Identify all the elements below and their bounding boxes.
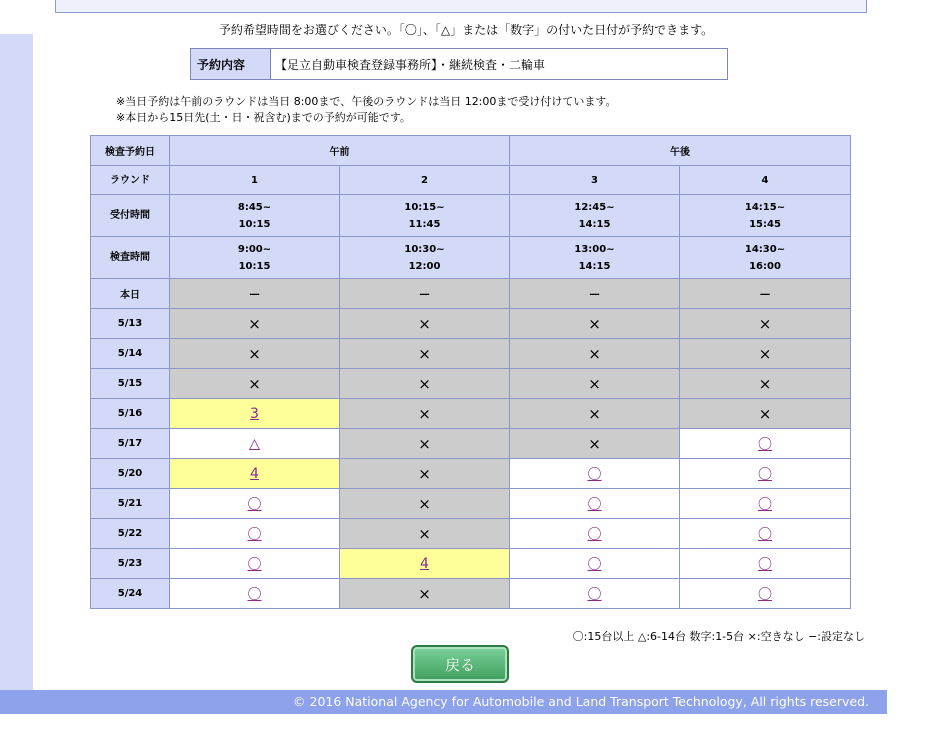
slot-link[interactable]: 〇 xyxy=(247,496,262,513)
slot-cell[interactable] xyxy=(170,489,340,519)
reception-time-label: 受付時間 xyxy=(91,195,170,237)
inspection-time xyxy=(680,237,851,279)
slot-mark: − xyxy=(248,284,261,303)
reception-end: 10:15 xyxy=(238,218,271,230)
am-header: 午前 xyxy=(170,136,510,166)
schedule-row xyxy=(91,279,851,309)
slot-mark: × xyxy=(758,404,772,423)
slot-cell[interactable] xyxy=(510,489,680,519)
slot-link[interactable]: 〇 xyxy=(587,556,602,573)
slot-link[interactable]: 〇 xyxy=(758,586,772,603)
slot-link[interactable]: 4 xyxy=(250,465,259,482)
slot-mark: × xyxy=(418,374,431,393)
note-same-day: ※当日予約は午前のラウンドは当日 8:00まで、午後のラウンドは当日 12:00まで受け付けています。 xyxy=(116,95,617,108)
slot-cell[interactable] xyxy=(170,519,340,549)
slot-mark: × xyxy=(588,344,601,363)
row-date: 5/16 xyxy=(91,399,170,429)
slot-mark: × xyxy=(588,434,601,453)
slot-mark: × xyxy=(418,404,431,423)
slot-cell[interactable] xyxy=(170,579,340,609)
schedule-row xyxy=(91,489,851,519)
slot-mark: − xyxy=(758,284,772,303)
reception-start: 8:45~ xyxy=(237,201,272,213)
round-number: 4 xyxy=(680,166,851,195)
reception-time xyxy=(170,195,340,237)
slot-cell[interactable] xyxy=(510,579,680,609)
slot-mark: × xyxy=(248,374,261,393)
booking-details xyxy=(190,48,728,80)
inspection-time xyxy=(170,237,340,279)
schedule-row xyxy=(91,339,851,369)
row-date: 5/21 xyxy=(91,489,170,519)
slot-mark: − xyxy=(418,284,431,303)
slot-cell[interactable] xyxy=(510,519,680,549)
slot-cell xyxy=(510,309,680,339)
footer-copyright: © 2016 National Agency for Automobile and Land Transport Technology, All rights reserved. xyxy=(0,690,887,714)
slot-cell[interactable] xyxy=(510,459,680,489)
inspection-end: 14:15 xyxy=(578,260,611,272)
row-date: 5/23 xyxy=(91,549,170,579)
slot-link[interactable]: 〇 xyxy=(758,526,772,543)
round-number: 2 xyxy=(340,166,510,195)
slot-link[interactable]: 3 xyxy=(250,405,259,422)
slot-mark: × xyxy=(418,434,431,453)
slot-cell xyxy=(510,279,680,309)
slot-cell xyxy=(340,579,510,609)
legend: 〇:15台以上 △:6-14台 数字:1-5台 ×:空きなし −:設定なし xyxy=(572,630,865,643)
slot-link[interactable]: 〇 xyxy=(587,466,602,483)
slot-mark: × xyxy=(248,344,261,363)
note-range: ※本日から15日先(土・日・祝含む)までの予約が可能です。 xyxy=(116,111,411,124)
slot-cell[interactable] xyxy=(680,519,851,549)
slot-mark: × xyxy=(758,314,772,333)
slot-link[interactable]: 〇 xyxy=(587,586,602,603)
slot-mark: × xyxy=(418,494,431,513)
inspection-start: 14:30~ xyxy=(744,243,786,255)
slot-link[interactable]: 〇 xyxy=(247,526,262,543)
row-date: 5/15 xyxy=(91,369,170,399)
slot-cell xyxy=(340,399,510,429)
slot-mark: − xyxy=(588,284,601,303)
inspection-time xyxy=(340,237,510,279)
inspection-time-label: 検査時間 xyxy=(91,237,170,279)
slot-link[interactable]: 4 xyxy=(420,555,429,572)
slot-cell xyxy=(340,279,510,309)
slot-cell xyxy=(340,489,510,519)
slot-cell xyxy=(340,429,510,459)
row-date: 5/22 xyxy=(91,519,170,549)
inspection-end: 16:00 xyxy=(749,260,781,272)
inspection-end: 10:15 xyxy=(238,260,271,272)
slot-cell xyxy=(340,519,510,549)
slot-mark: × xyxy=(418,314,431,333)
schedule-row xyxy=(91,309,851,339)
slot-mark: × xyxy=(418,584,431,603)
slot-link[interactable]: 〇 xyxy=(587,496,602,513)
instruction-text: 予約希望時間をお選びください。「〇」、「△」または「数字」の付いた日付が予約できます。 xyxy=(218,23,714,37)
schedule-row xyxy=(91,429,851,459)
slot-cell xyxy=(680,399,851,429)
booking-value: 【足立自動車検査登録事務所】・継続検査・二輪車 xyxy=(271,49,727,79)
booking-label: 予約内容 xyxy=(191,49,271,79)
schedule-row xyxy=(91,369,851,399)
reception-time xyxy=(510,195,680,237)
slot-mark: × xyxy=(588,314,601,333)
slot-cell xyxy=(510,339,680,369)
slot-cell xyxy=(680,279,851,309)
back-button[interactable]: 戻る xyxy=(411,645,509,683)
slot-cell xyxy=(510,429,680,459)
notes xyxy=(116,94,617,126)
slot-link[interactable]: 〇 xyxy=(247,556,262,573)
row-date: 5/13 xyxy=(91,309,170,339)
slot-link[interactable]: 〇 xyxy=(587,526,602,543)
slot-link[interactable]: △ xyxy=(249,435,260,452)
reception-end: 15:45 xyxy=(749,218,781,230)
slot-cell[interactable] xyxy=(680,489,851,519)
slot-link[interactable]: 〇 xyxy=(758,496,772,513)
slot-cell[interactable] xyxy=(510,549,680,579)
slot-cell[interactable] xyxy=(680,549,851,579)
slot-link[interactable]: 〇 xyxy=(247,586,262,603)
slot-cell xyxy=(170,309,340,339)
slot-cell xyxy=(510,399,680,429)
schedule-row xyxy=(91,579,851,609)
slot-cell[interactable] xyxy=(680,429,851,459)
schedule-row xyxy=(91,519,851,549)
reception-start: 12:45~ xyxy=(574,201,615,213)
slot-cell xyxy=(170,339,340,369)
round-number: 3 xyxy=(510,166,680,195)
row-date: 5/20 xyxy=(91,459,170,489)
inspection-start: 9:00~ xyxy=(237,243,272,255)
schedule-row xyxy=(91,399,851,429)
reception-start: 14:15~ xyxy=(744,201,786,213)
inspection-time xyxy=(510,237,680,279)
pm-header: 午後 xyxy=(510,136,851,166)
slot-link[interactable]: 〇 xyxy=(758,466,772,483)
reception-end: 14:15 xyxy=(578,218,611,230)
schedule-table xyxy=(90,135,851,609)
slot-mark: × xyxy=(418,344,431,363)
slot-mark: × xyxy=(758,344,772,363)
slot-cell xyxy=(170,369,340,399)
slot-cell xyxy=(510,369,680,399)
slot-cell[interactable] xyxy=(680,459,851,489)
slot-link[interactable]: 〇 xyxy=(758,436,772,453)
slot-cell[interactable] xyxy=(680,579,851,609)
round-number: 1 xyxy=(170,166,340,195)
slot-cell xyxy=(340,309,510,339)
slot-mark: × xyxy=(588,404,601,423)
row-date: 本日 xyxy=(91,279,170,309)
slot-cell xyxy=(680,339,851,369)
row-date: 5/14 xyxy=(91,339,170,369)
slot-mark: × xyxy=(758,374,772,393)
row-date: 5/24 xyxy=(91,579,170,609)
left-sidebar-strip xyxy=(0,0,33,690)
slot-cell xyxy=(680,309,851,339)
slot-cell xyxy=(680,369,851,399)
slot-mark: × xyxy=(418,464,431,483)
top-panel xyxy=(55,0,867,13)
reception-start: 10:15~ xyxy=(404,201,445,213)
reception-time xyxy=(680,195,851,237)
inspection-start: 10:30~ xyxy=(404,243,445,255)
slot-cell[interactable] xyxy=(170,399,340,429)
slot-cell[interactable] xyxy=(340,549,510,579)
slot-cell xyxy=(170,279,340,309)
slot-cell xyxy=(340,369,510,399)
row-date: 5/17 xyxy=(91,429,170,459)
date-header: 検査予約日 xyxy=(91,136,170,166)
slot-cell[interactable] xyxy=(170,429,340,459)
slot-cell[interactable] xyxy=(170,549,340,579)
slot-cell xyxy=(340,459,510,489)
schedule-row xyxy=(91,459,851,489)
inspection-end: 12:00 xyxy=(408,260,441,272)
round-label: ラウンド xyxy=(91,166,170,195)
schedule-row xyxy=(91,549,851,579)
slot-cell xyxy=(340,339,510,369)
slot-cell[interactable] xyxy=(170,459,340,489)
slot-mark: × xyxy=(248,314,261,333)
slot-mark: × xyxy=(418,524,431,543)
reception-time xyxy=(340,195,510,237)
inspection-start: 13:00~ xyxy=(574,243,615,255)
reception-end: 11:45 xyxy=(408,218,441,230)
schedule-body xyxy=(91,279,851,609)
slot-mark: × xyxy=(588,374,601,393)
slot-link[interactable]: 〇 xyxy=(758,556,772,573)
